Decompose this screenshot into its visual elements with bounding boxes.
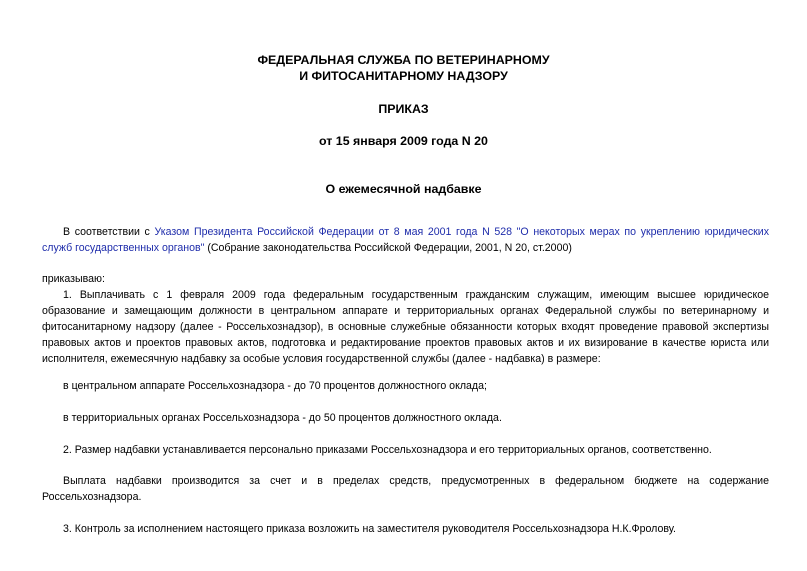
preamble-paragraph [42,224,769,256]
payment-funding-paragraph: Выплата надбавки производится за счет и в пределах средств, предусмотренных в федеральном бюджете на содержание Россельхознадзора. [42,475,769,503]
clause-1-territorial-rate: в территориальных органах Россельхознадзора - до 50 процентов должностного оклада. [63,412,502,424]
clause-3: 3. Контроль за исполнением настоящего приказа возложить на заместителя руководителя Россельхознадзора Н.К.Фролову. [63,523,676,535]
order-word: приказываю: [42,273,105,285]
document-type: ПРИКАЗ [378,102,429,116]
issuing-authority-line-2: И ФИТОСАНИТАРНОМУ НАДЗОРУ [299,69,508,83]
issuing-authority-line-1: ФЕДЕРАЛЬНАЯ СЛУЖБА ПО ВЕТЕРИНАРНОМУ [257,53,550,67]
presidential-decree-link[interactable]: Указом Президента Российской Федерации от 8 мая 2001 года N 528 "О некоторых мерах по укреплению юридических служб государственных органов" [42,226,769,254]
document-date-number: от 15 января 2009 года N 20 [319,134,488,148]
document-subject: О ежемесячной надбавке [325,182,482,196]
clause-1: 1. Выплачивать с 1 февраля 2009 года федеральным государственным гражданским служащим, имеющим высшее юридическое образование и замещающим должности в центральном аппарате и территориальных органах Федеральной службы по ветеринарному и фитосанитарному надзору (далее - Россельхознадзор), в основные служебные обязанности которых входят проведение правовой экспертизы правовых актов и проектов правовых актов, подготовка и редактирование проектов правовых актов и их визирование в качестве юриста или исполнителя, ежемесячную надбавку за особые условия государственной службы (далее - надбавка) в размере: [42,289,769,365]
preamble-prefix: В соответствии с [63,226,155,238]
clause-2: 2. Размер надбавки устанавливается персонально приказами Россельхознадзора и его территориальных органов, соответственно. [63,444,712,456]
issuing-authority [0,52,807,84]
clause-1-central-office-rate: в центральном аппарате Россельхознадзора - до 70 процентов должностного оклада; [63,380,487,392]
preamble-source: (Собрание законодательства Российской Федерации, 2001, N 20, ст.2000) [204,242,572,254]
